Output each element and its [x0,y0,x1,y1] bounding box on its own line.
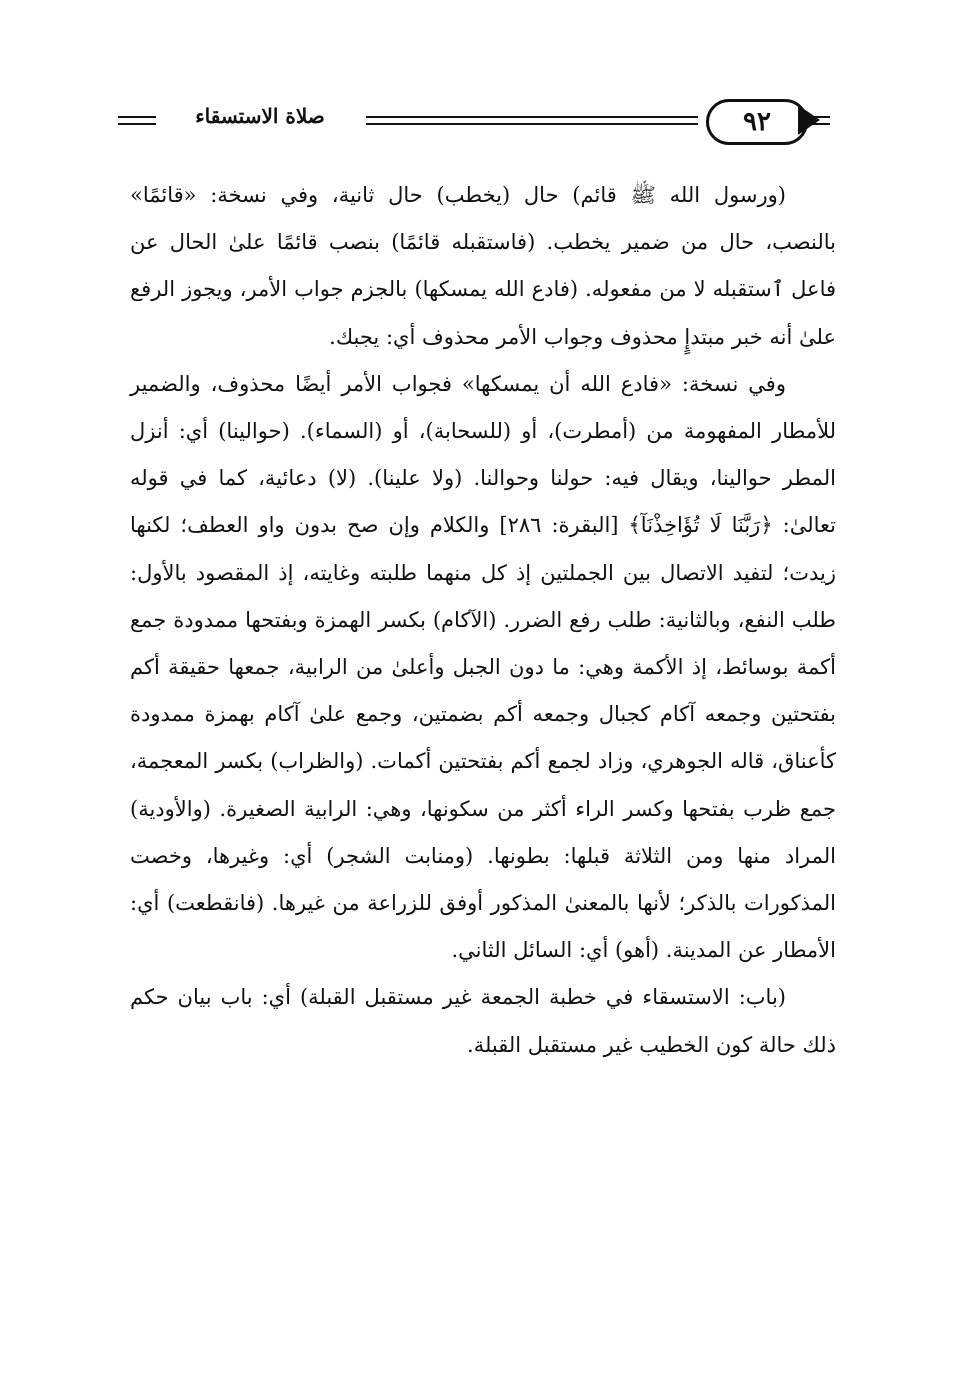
header-rule-left [118,123,156,125]
header-rule-left [118,116,156,118]
page-number-badge [706,99,808,145]
badge-arrow-icon [798,105,820,135]
paragraph: (ورسول الله ﷺ قائم) حال (يخطب) حال ثانية، وفي نسخة: «قائمًا» بالنصب، حال من ضمير يخطب. (فاستقبله قائمًا) بنصب قائمًا علىٰ الحال عن فاعل ٱستقبله لا من مفعوله. (فادع الله يمسكها) بالجزم جواب الأمر، ويجوز الرفع علىٰ أنه خبر مبتدإٍ محذوف وجواب الأمر محذوف أي: يجبك. [130,183,836,349]
body-text [130,172,836,1069]
header-rule-middle [366,123,698,125]
header-rule-middle [366,116,698,118]
page-header [118,96,830,146]
page-number: ٩٢ [743,107,771,137]
chapter-title: صلاة الاستسقاء [195,104,325,128]
paragraph: وفي نسخة: «فادع الله أن يمسكها» فجواب الأمر أيضًا محذوف، والضمير للأمطار المفهومة من (أمطرت)، أو (للسحابة)، أو (السماء). (حوالينا) أي: أنزل المطر حوالينا، ويقال فيه: حولنا وحوالنا. (ولا علينا). (لا) دعائية، كما في قوله تعالىٰ: ﴿رَبَّنَا لَا تُؤَاخِذْنَآ﴾ [البقرة: ٢٨٦] والكلام وإن صح بدون واو العطف؛ لكنها زيدت؛ لتفيد الاتصال بين الجملتين إذ كل منهما طلبته وغايته، إذ المقصود بالأول: طلب النفع، وبالثانية: طلب رفع الضرر. (الآكام) بكسر الهمزة وبفتحها ممدودة جمع أكمة بوسائط، إذ الأكمة وهي: ما دون الجبل وأعلىٰ من الرابية، جمعها حقيقة أكم بفتحتين وجمعه آكام كجبال وجمعه أكم بضمتين، وجمع علىٰ آكام بهمزة ممدودة كأعناق، قاله الجوهري، وزاد لجمع أكم بفتحتين أكمات. (والظراب) بكسر المعجمة، جمع ظرب بفتحها وكسر الراء أكثر من سكونها، وهي: الرابية الصغيرة. (والأودية) المراد منها ومن الثلاثة قبلها: بطونها. (ومنابت الشجر) أي: وغيرها، وخصت المذكورات بالذكر؛ لأنها بالمعنىٰ المذكور أوفق للزراعة من غيرها. (فانقطعت) أي: الأمطار عن المدينة. (أهو) أي: السائل الثاني. [130,371,836,963]
paragraph: (باب: الاستسقاء في خطبة الجمعة غير مستقبل القبلة) أي: باب بيان حكم ذلك حالة كون الخطيب غير مستقبل القبلة. [130,985,836,1057]
